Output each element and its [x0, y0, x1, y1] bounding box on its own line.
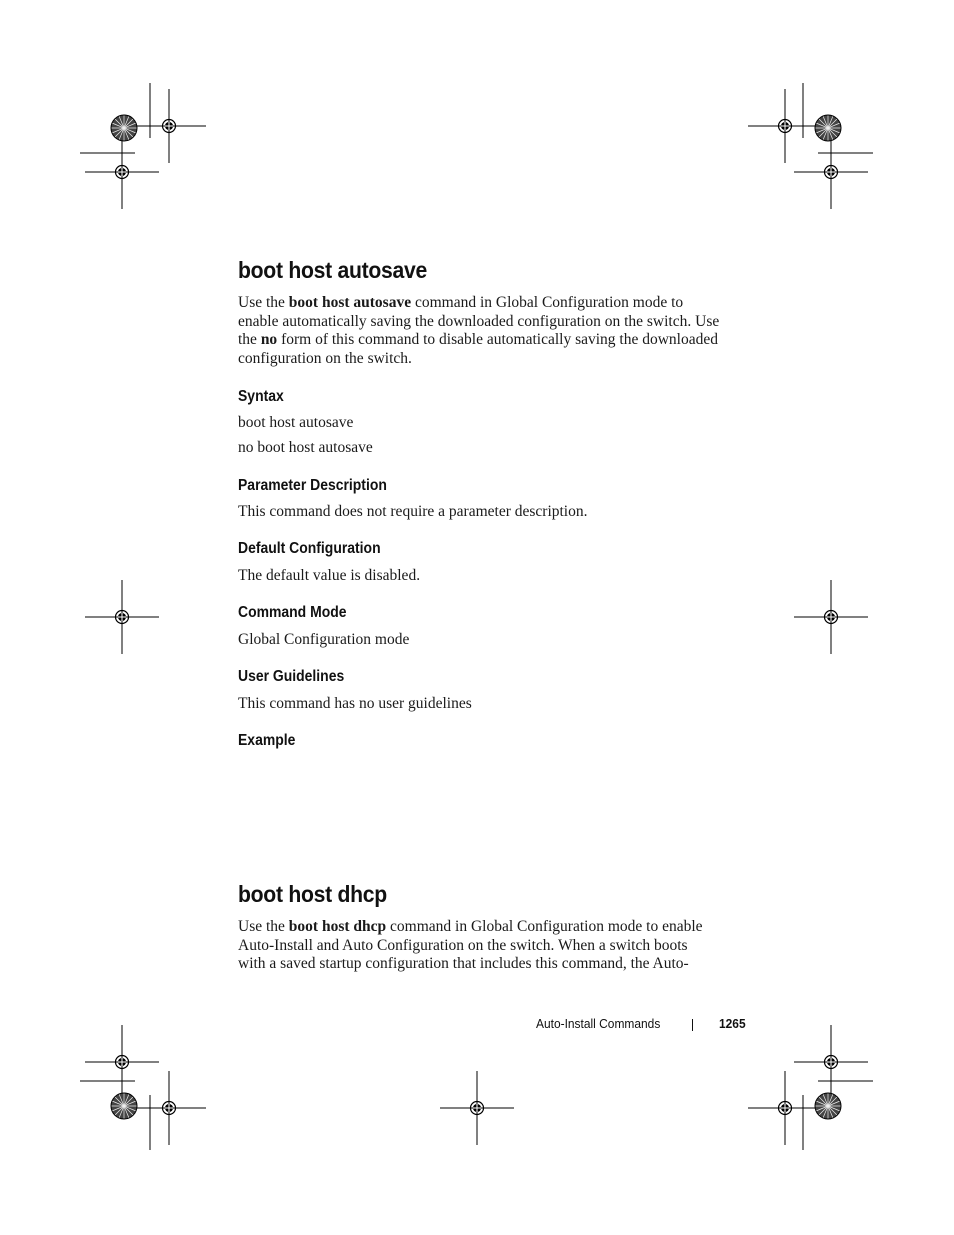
- section-title: boot host autosave: [238, 257, 428, 283]
- example-heading: Example: [238, 732, 296, 749]
- user-guidelines-heading: User Guidelines: [238, 668, 345, 685]
- intro-line: Use the boot host autosave command in Global Configuration mode to: [238, 294, 684, 311]
- intro-line: Auto-Install and Auto Configuration on the switch. When a switch boots: [238, 936, 688, 954]
- default-configuration-heading: Default Configuration: [238, 540, 381, 557]
- user-guidelines-text: This command has no user guidelines: [238, 695, 472, 712]
- section-intro: [238, 918, 738, 974]
- footer-chapter: Auto-Install Commands: [536, 1016, 661, 1031]
- intro-line: the no form of this command to disable automatically saving the downloaded: [238, 331, 718, 349]
- command-mode-heading: Command Mode: [238, 604, 347, 621]
- intro-line: with a saved startup configuration that includes this command, the Auto-: [238, 955, 689, 973]
- section-title: boot host dhcp: [238, 881, 387, 907]
- section-intro: [238, 294, 738, 368]
- syntax-line: boot host autosave: [238, 414, 354, 431]
- intro-line: configuration on the switch.: [238, 349, 412, 367]
- default-configuration-text: The default value is disabled.: [238, 567, 421, 584]
- footer-separator: [692, 1019, 693, 1031]
- parameter-description-heading: Parameter Description: [238, 477, 387, 494]
- intro-line: enable automatically saving the downloaded configuration on the switch. Use: [238, 312, 720, 330]
- command-mode-text: Global Configuration mode: [238, 631, 410, 648]
- parameter-description-text: This command does not require a parameter description.: [238, 503, 588, 520]
- intro-line: Use the boot host dhcp command in Global Configuration mode to enable: [238, 918, 703, 935]
- syntax-heading: Syntax: [238, 388, 284, 405]
- page-number: 1265: [719, 1016, 746, 1031]
- syntax-line: no boot host autosave: [238, 439, 373, 456]
